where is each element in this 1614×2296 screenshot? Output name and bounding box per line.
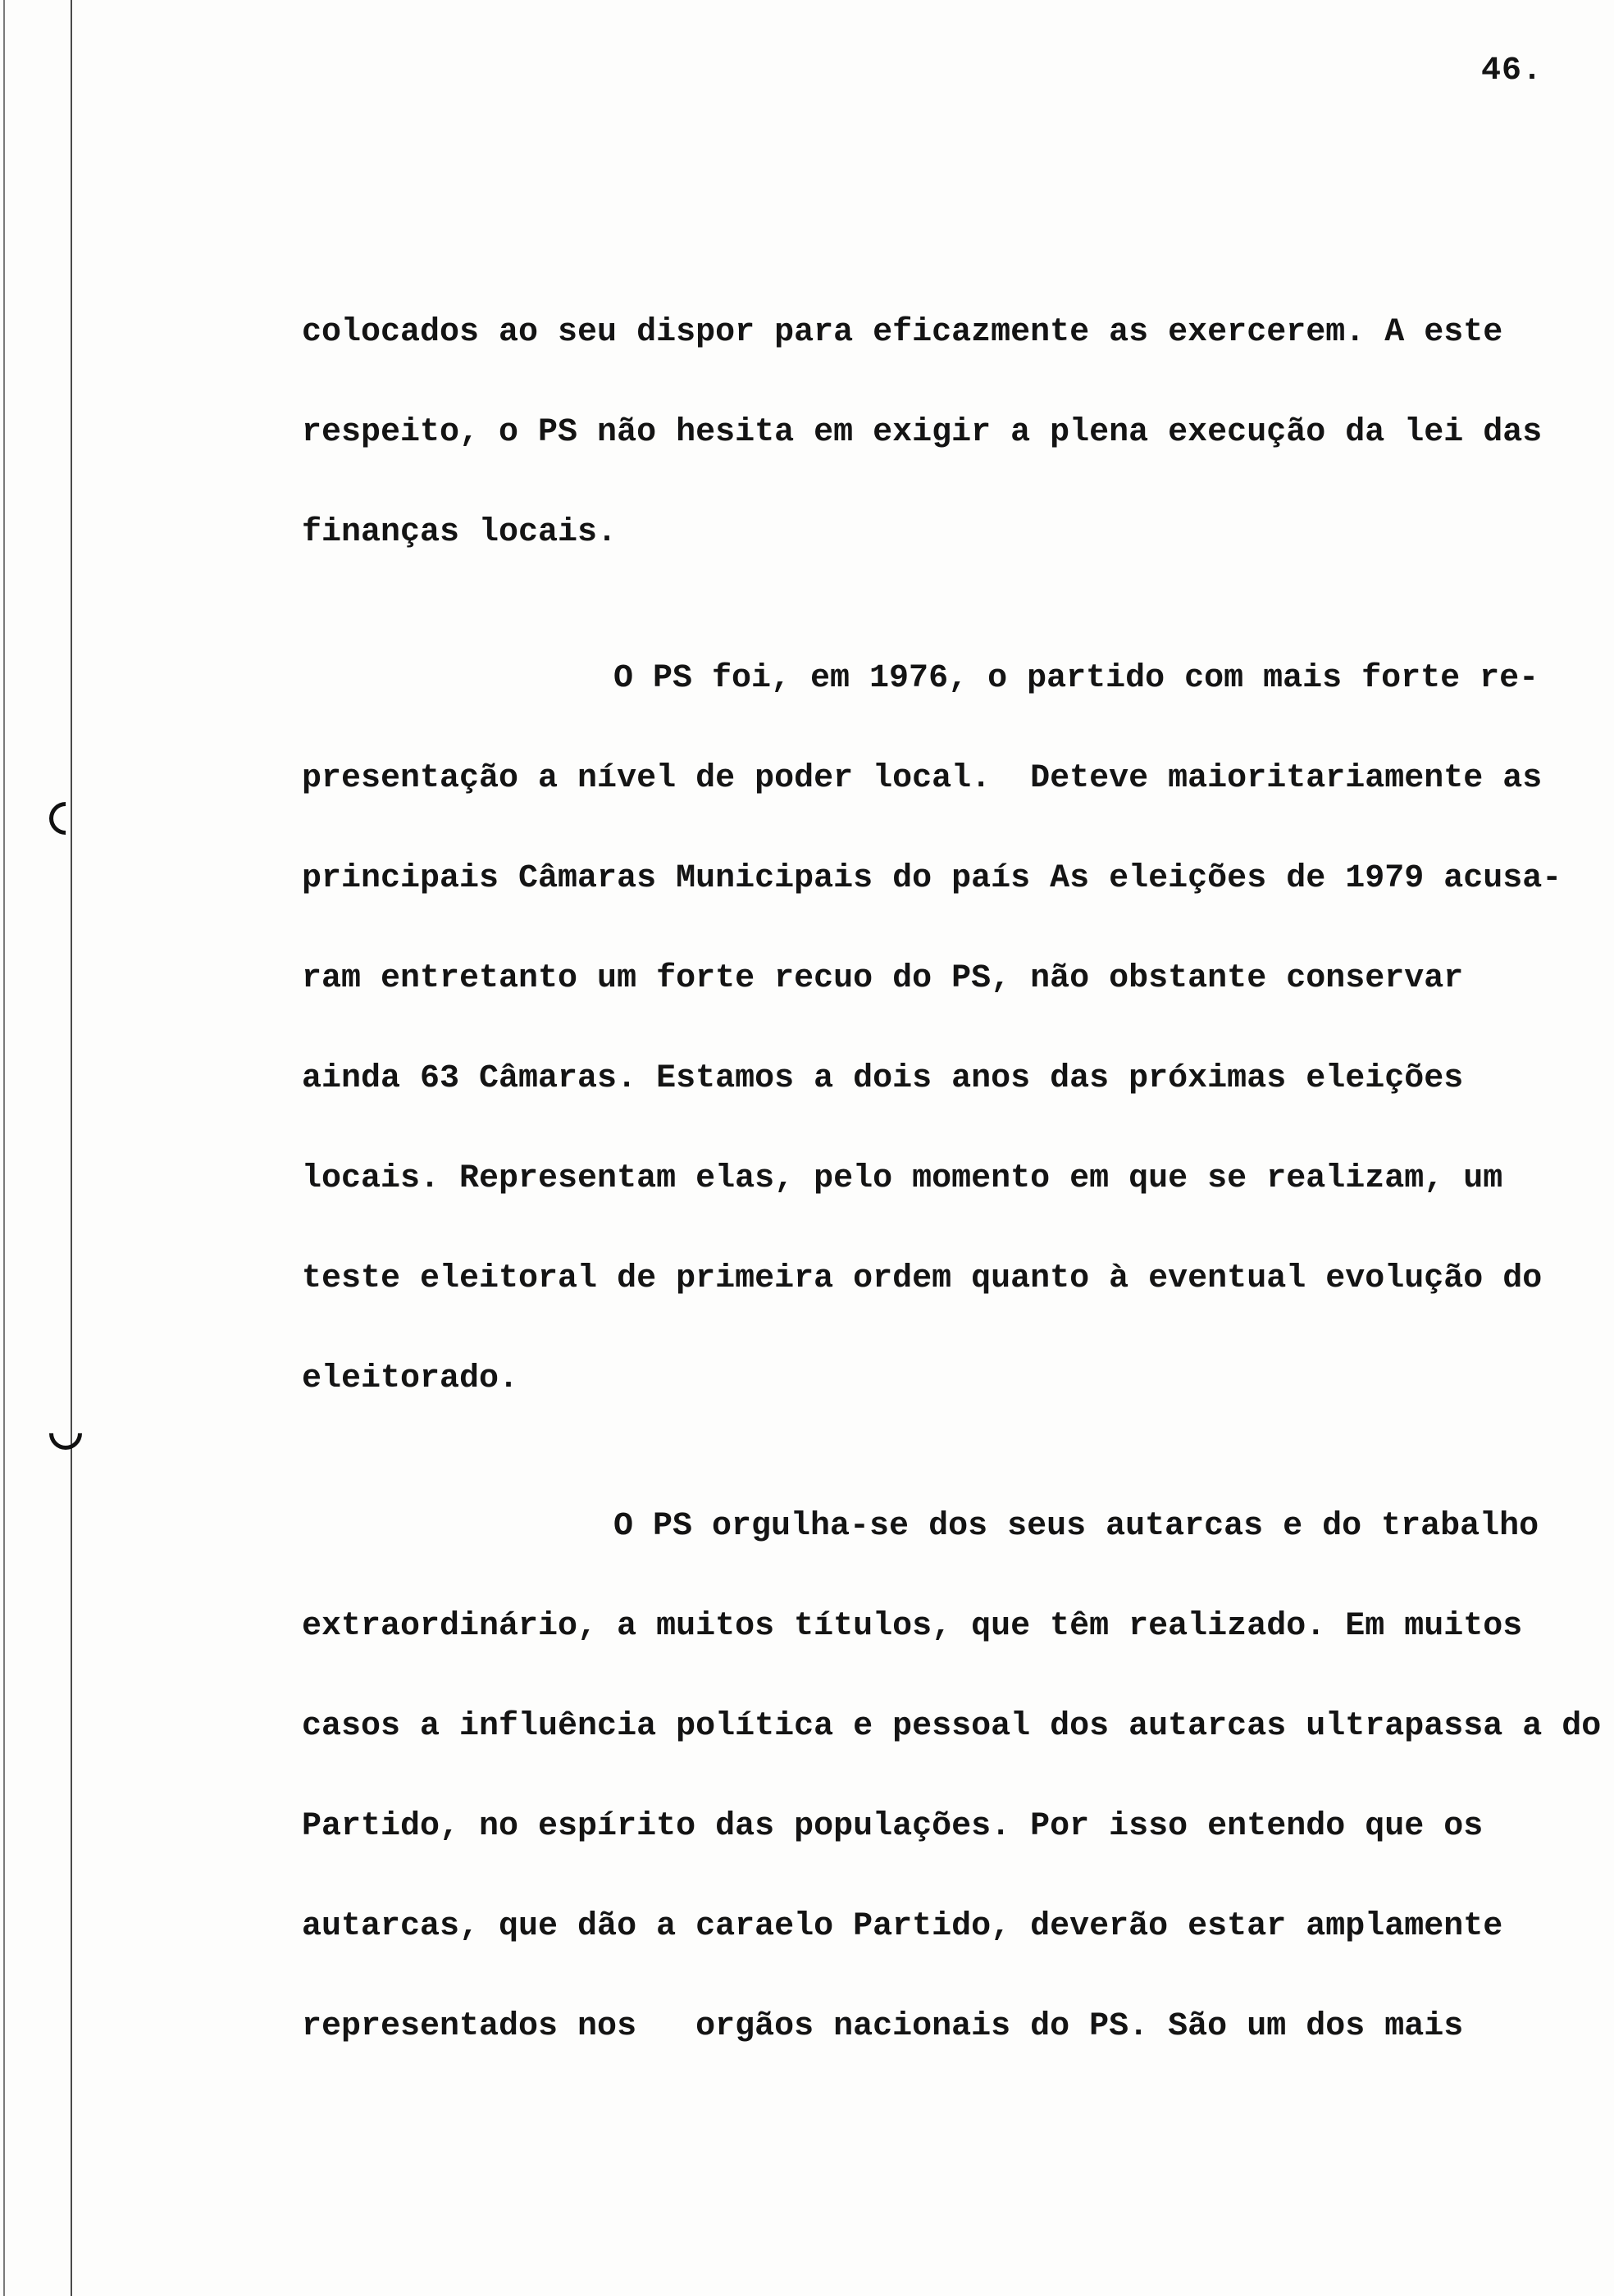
text-line: ram entretanto um forte recuo do PS, não obstante conservar: [302, 960, 1464, 997]
binding-margin-line: [71, 0, 72, 2296]
text-line: ainda 63 Câmaras. Estamos a dois anos das próximas eleições: [302, 1060, 1464, 1097]
text-line: presentação a nível de poder local. Deteve maioritariamente as: [302, 760, 1543, 797]
text-line: principais Câmaras Municipais do país As eleições de 1979 acusa-: [302, 860, 1562, 897]
text-line: eleitorado.: [302, 1360, 519, 1397]
binding-edge-line: [3, 0, 5, 2296]
text-line: extraordinário, a muitos títulos, que têm realizado. Em muitos: [302, 1608, 1523, 1645]
text-line: O PS foi, em 1976, o partido com mais forte re-: [613, 660, 1539, 697]
text-line: casos a influência política e pessoal dos autarcas ultrapassa a do: [302, 1708, 1602, 1745]
text-line: autarcas, que dão a caraelo Partido, deverão estar amplamente: [302, 1908, 1503, 1945]
text-line: locais. Representam elas, pelo momento em que se realizam, um: [302, 1160, 1503, 1197]
text-line: colocados ao seu dispor para eficazmente as exercerem. A este: [302, 314, 1503, 351]
text-line: Partido, no espírito das populações. Por isso entendo que os: [302, 1808, 1484, 1845]
text-line: O PS orgulha-se dos seus autarcas e do trabalho: [613, 1508, 1539, 1545]
text-line: respeito, o PS não hesita em exigir a plena execução da lei das: [302, 414, 1543, 451]
text-line: finanças locais.: [302, 514, 618, 551]
punch-hole-icon: [43, 1410, 89, 1457]
text-line: representados nos orgãos nacionais do PS. São um dos mais: [302, 2008, 1464, 2045]
page-number: 46.: [1481, 52, 1543, 89]
text-line: teste eleitoral de primeira ordem quanto à eventual evolução do: [302, 1260, 1543, 1297]
punch-hole-icon: [43, 795, 89, 842]
